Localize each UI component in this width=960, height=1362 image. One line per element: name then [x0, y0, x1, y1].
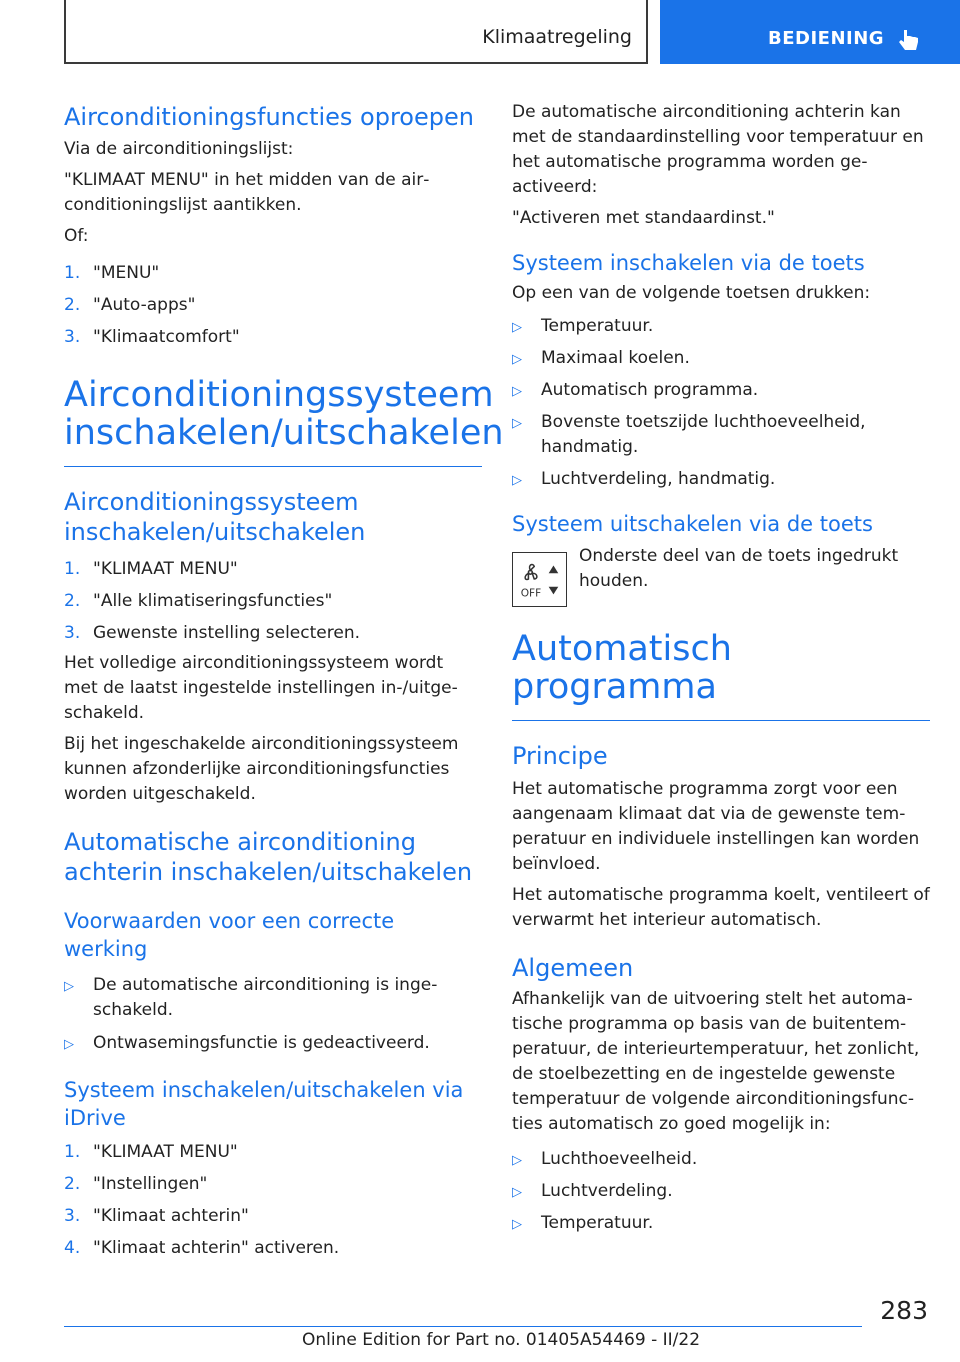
list-item: 1. "MENU" [64, 263, 160, 283]
section-title: Airconditioningsfuncties oproepen [64, 103, 474, 131]
numbered-list [64, 261, 482, 350]
subsection-title: Systeem inschakelen/uitschakelen via iDrive [64, 1078, 464, 1130]
subsection-title: Systeem uitschakelen via de toets [512, 512, 873, 536]
edition-note: Online Edition for Part no. 01405A54469 - II/22 [302, 1330, 701, 1350]
triangle-right-outline-icon: ▷ [512, 1153, 522, 1168]
triangle-right-outline-icon: ▷ [512, 1217, 522, 1232]
paragraph: Via de airconditioningslijst: [64, 139, 294, 159]
paragraph: Het automatische programma koelt, ventileert of verwarmt het interieur automatisch. [512, 885, 930, 930]
hand-pointing-icon [896, 28, 922, 54]
right-column [512, 100, 930, 1236]
section-title: Principe [512, 742, 608, 770]
list-item: 2. "Alle klimatiseringsfuncties" [64, 591, 333, 611]
subsection-title: Systeem inschakelen via de toets [512, 251, 865, 275]
list-item: 4. "Klimaat achterin" activeren. [64, 1238, 340, 1258]
list-item: ▷ Automatisch programma. [512, 378, 930, 403]
page-number: 283 [880, 1296, 928, 1325]
list-item: ▷ Ontwasemingsfunctie is gedeactiveerd. [64, 1031, 482, 1056]
bullet-list [64, 973, 482, 1056]
paragraph: "KLIMAAT MENU" in het midden van de airconditioningslijst aantikken. [64, 170, 430, 215]
paragraph: Afhankelijk van de uitvoering stelt het automatische programma op basis van de buitentemperatuur, de interieurtemperatuur, het zonlicht, de stoelbezetting en de ingestelde gewenste temperatuur de volgende airconditioningsfuncties automatisch zo goed mogelijk in: [512, 989, 920, 1134]
off-button-row [512, 544, 930, 604]
fan-off-button-icon [512, 552, 567, 607]
list-item: 3. "Klimaat achterin" [64, 1206, 249, 1226]
paragraph: Of: [64, 226, 89, 246]
triangle-right-outline-icon: ▷ [512, 320, 522, 335]
paragraph: Op een van de volgende toetsen drukken: [512, 283, 871, 303]
chapter-title: Airconditioningssysteem inschakelen/uitschakelen [64, 376, 482, 467]
bullet-list [512, 314, 930, 492]
list-item: ▷ Temperatuur. [512, 1211, 930, 1236]
off-label: OFF [520, 587, 542, 600]
list-item: ▷ Luchtverdeling, handmatig. [512, 467, 930, 492]
list-item: ▷ De automatische airconditioning is ingeschakeld. [64, 975, 438, 1020]
triangle-right-outline-icon: ▷ [512, 352, 522, 367]
paragraph: Het volledige airconditioningssysteem wordt met de laatst ingestelde instellingen in-/uitgeschakeld. [64, 653, 458, 723]
header-section-box [64, 0, 648, 64]
list-item: ▷ Temperatuur. [512, 314, 930, 339]
paragraph: Bij het ingeschakelde airconditioningssysteem kunnen afzonderlijke airconditioningsfuncties worden uitgeschakeld. [64, 734, 459, 804]
header-chapter-title: BEDIENING [768, 28, 885, 49]
list-item: 3. "Klimaatcomfort" [64, 327, 240, 347]
list-item: 2. "Instellingen" [64, 1174, 208, 1194]
header-section-title: Klimaatregeling [482, 26, 632, 48]
paragraph: Onderste deel van de toets ingedrukt houden. [579, 546, 899, 591]
triangle-right-outline-icon: ▷ [512, 384, 522, 399]
list-item: ▷ Maximaal koelen. [512, 346, 930, 371]
section-title: Algemeen [512, 954, 634, 982]
numbered-list [64, 1140, 482, 1261]
triangle-right-outline-icon: ▷ [512, 416, 522, 431]
numbered-list [64, 557, 482, 646]
header-chapter-tab [660, 0, 960, 64]
chapter-title: Automatisch programma [512, 630, 930, 721]
list-item: 3. Gewenste instelling selecteren. [64, 623, 360, 643]
section-title: Automatische airconditioning achterin inschakelen/uitschakelen [64, 828, 473, 886]
triangle-right-outline-icon: ▷ [64, 979, 74, 994]
paragraph: "Activeren met standaardinst." [512, 208, 775, 228]
triangle-right-outline-icon: ▷ [64, 1037, 74, 1052]
paragraph: De automatische airconditioning achterin kan met de standaardinstelling voor temperatuur en het automatische programma worden geactiveerd: [512, 102, 924, 197]
paragraph: Het automatische programma zorgt voor een aangenaam klimaat dat via de gewenste temperatuur en individuele instellingen kan worden beïnvloed. [512, 779, 920, 874]
list-item: ▷ Bovenste toetszijde luchthoeveelheid, handmatig. [512, 412, 866, 457]
list-item: 1. "KLIMAAT MENU" [64, 1142, 238, 1162]
left-column [64, 100, 504, 1261]
footer-divider [64, 1326, 862, 1327]
list-item: 2. "Auto-apps" [64, 295, 196, 315]
triangle-right-outline-icon: ▷ [512, 473, 522, 488]
list-item: ▷ Luchthoeveelheid. [512, 1147, 930, 1172]
list-item: ▷ Luchtverdeling. [512, 1179, 930, 1204]
section-title: Airconditioningssysteem inschakelen/uitschakelen [64, 488, 366, 546]
subsection-title: Voorwaarden voor een correcte werking [64, 909, 395, 961]
list-item: 1. "KLIMAAT MENU" [64, 559, 238, 579]
triangle-right-outline-icon: ▷ [512, 1185, 522, 1200]
bullet-list [512, 1147, 930, 1236]
